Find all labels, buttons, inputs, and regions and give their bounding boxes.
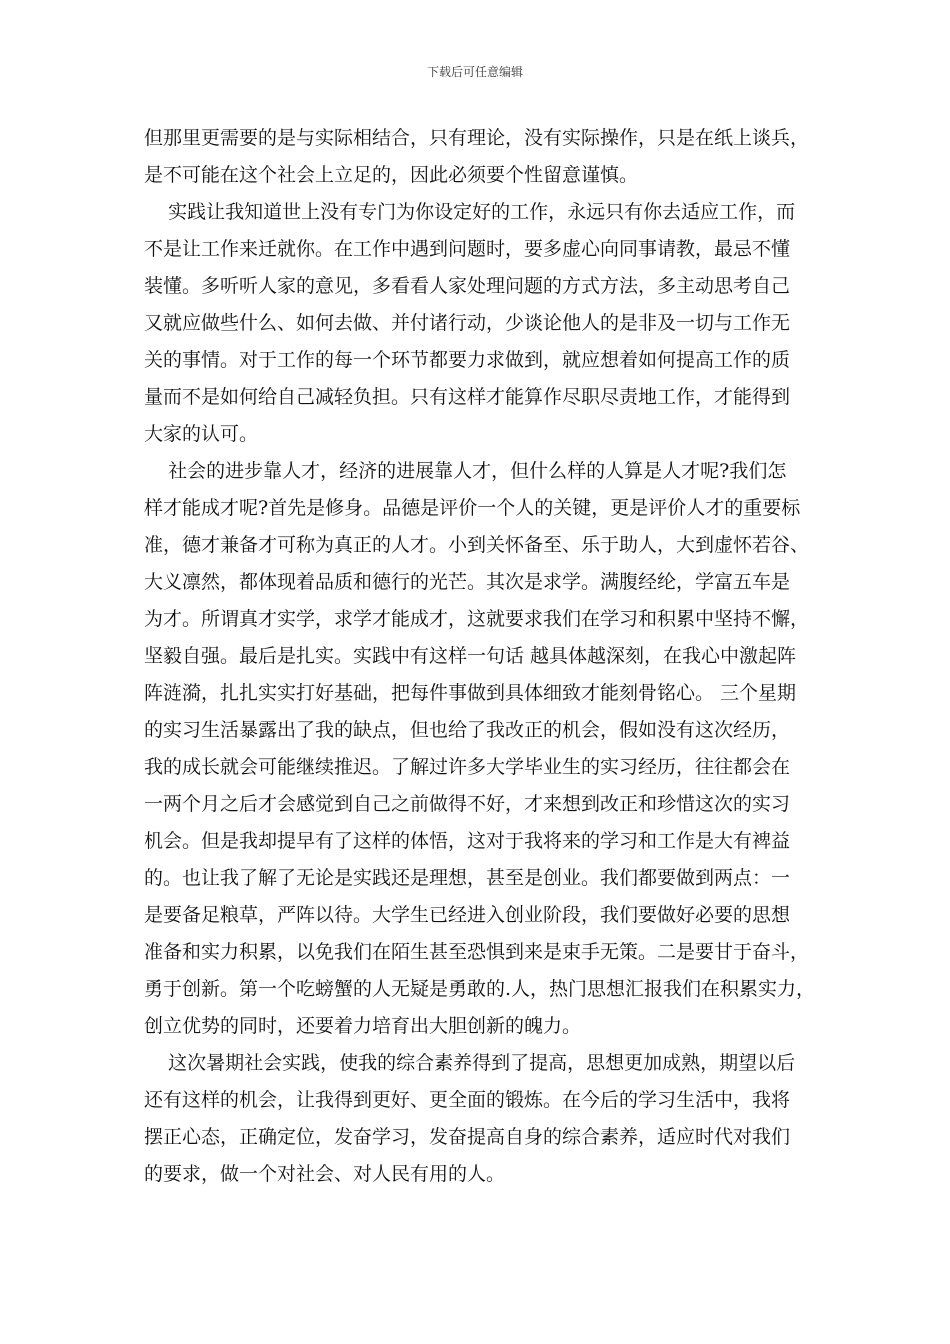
text-line: 但那里更需要的是与实际相结合，只有理论，没有实际操作，只是在纸上谈兵， [144, 127, 810, 149]
text-line: 大家的认可。 [144, 423, 259, 445]
text-line: 不是让工作来迁就你。在工作中遇到问题时，要多虚心向同事请教，最忌不懂 [144, 238, 791, 260]
text-line: 是不可能在这个社会上立足的，因此必须要个性留意谨慎。 [144, 164, 639, 186]
text-line: 量而不是如何给自己减轻负担。只有这样才能算作尽职尽责地工作，才能得到 [144, 386, 791, 408]
text-line: 为才。所谓真才实学，求学才能成才，这就要求我们在学习和积累中坚持不懈， [144, 608, 810, 630]
text-line: 还有这样的机会，让我得到更好、更全面的锻炼。在今后的学习生活中，我将 [144, 1089, 791, 1111]
text-line: 是要备足粮草，严阵以待。大学生已经进入创业阶段，我们要做好必要的思想 [144, 904, 791, 926]
text-line: 的实习生活暴露出了我的缺点，但也给了我改正的机会，假如没有这次经历， [144, 719, 791, 741]
text-line: 我的成长就会可能继续推迟。了解过许多大学毕业生的实习经历，往往都会在 [144, 756, 791, 778]
document-body [144, 120, 814, 1193]
text-line: 又就应做些什么、如何去做、并付诸行动，少谈论他人的是非及一切与工作无 [144, 312, 791, 334]
text-line: 摆正心态，正确定位，发奋学习，发奋提高自身的综合素养，适应时代对我们 [144, 1126, 791, 1148]
page-header: 下载后可任意编辑 [426, 65, 523, 79]
text-line: 创立优势的同时，还要着力培育出大胆创新的魄力。 [144, 1015, 582, 1037]
text-line: 社会的进步靠人才，经济的进展靠人才，但什么样的人算是人才呢?我们怎 [144, 460, 787, 482]
text-line: 的。也让我了解了无论是实践还是理想，甚至是创业。我们都要做到两点：一 [144, 867, 791, 889]
text-line: 的要求，做一个对社会、对人民有用的人。 [144, 1163, 506, 1185]
text-line: 勇于创新。第一个吃螃蟹的人无疑是勇敢的.人，热门思想汇报我们在积累实力， [144, 978, 816, 1000]
text-line: 坚毅自强。最后是扎实。实践中有这样一句话 越具体越深刻，在我心中激起阵 [144, 645, 797, 667]
text-line: 装懂。多听听人家的意见，多看看人家处理问题的方式方法，多主动思考自己 [144, 275, 791, 297]
text-line: 大义凛然，都体现着品质和德行的光芒。其次是求学。满腹经纶，学富五车是 [144, 571, 791, 593]
text-line: 准备和实力积累，以免我们在陌生甚至恐惧到来是束手无策。二是要甘于奋斗， [144, 941, 810, 963]
text-line: 样才能成才呢?首先是修身。品德是评价一个人的关键，更是评价人才的重要标 [144, 497, 801, 519]
text-line: 机会。但是我却提早有了这样的体悟，这对于我将来的学习和工作是大有裨益 [144, 830, 791, 852]
text-line: 这次暑期社会实践，使我的综合素养得到了提高，思想更加成熟，期望以后 [144, 1052, 796, 1074]
text-line: 阵涟漪，扎扎实实打好基础，把每件事做到具体细致才能刻骨铭心。 三个星期 [144, 682, 797, 704]
text-line: 准，德才兼备才可称为真正的人才。小到关怀备至、乐于助人，大到虚怀若谷、 [144, 534, 810, 556]
text-line: 实践让我知道世上没有专门为你设定好的工作，永远只有你去适应工作，而 [144, 201, 796, 223]
text-line: 关的事情。对于工作的每一个环节都要力求做到，就应想着如何提高工作的质 [144, 349, 791, 371]
text-line: 一两个月之后才会感觉到自己之前做得不好，才来想到改正和珍惜这次的实习 [144, 793, 791, 815]
